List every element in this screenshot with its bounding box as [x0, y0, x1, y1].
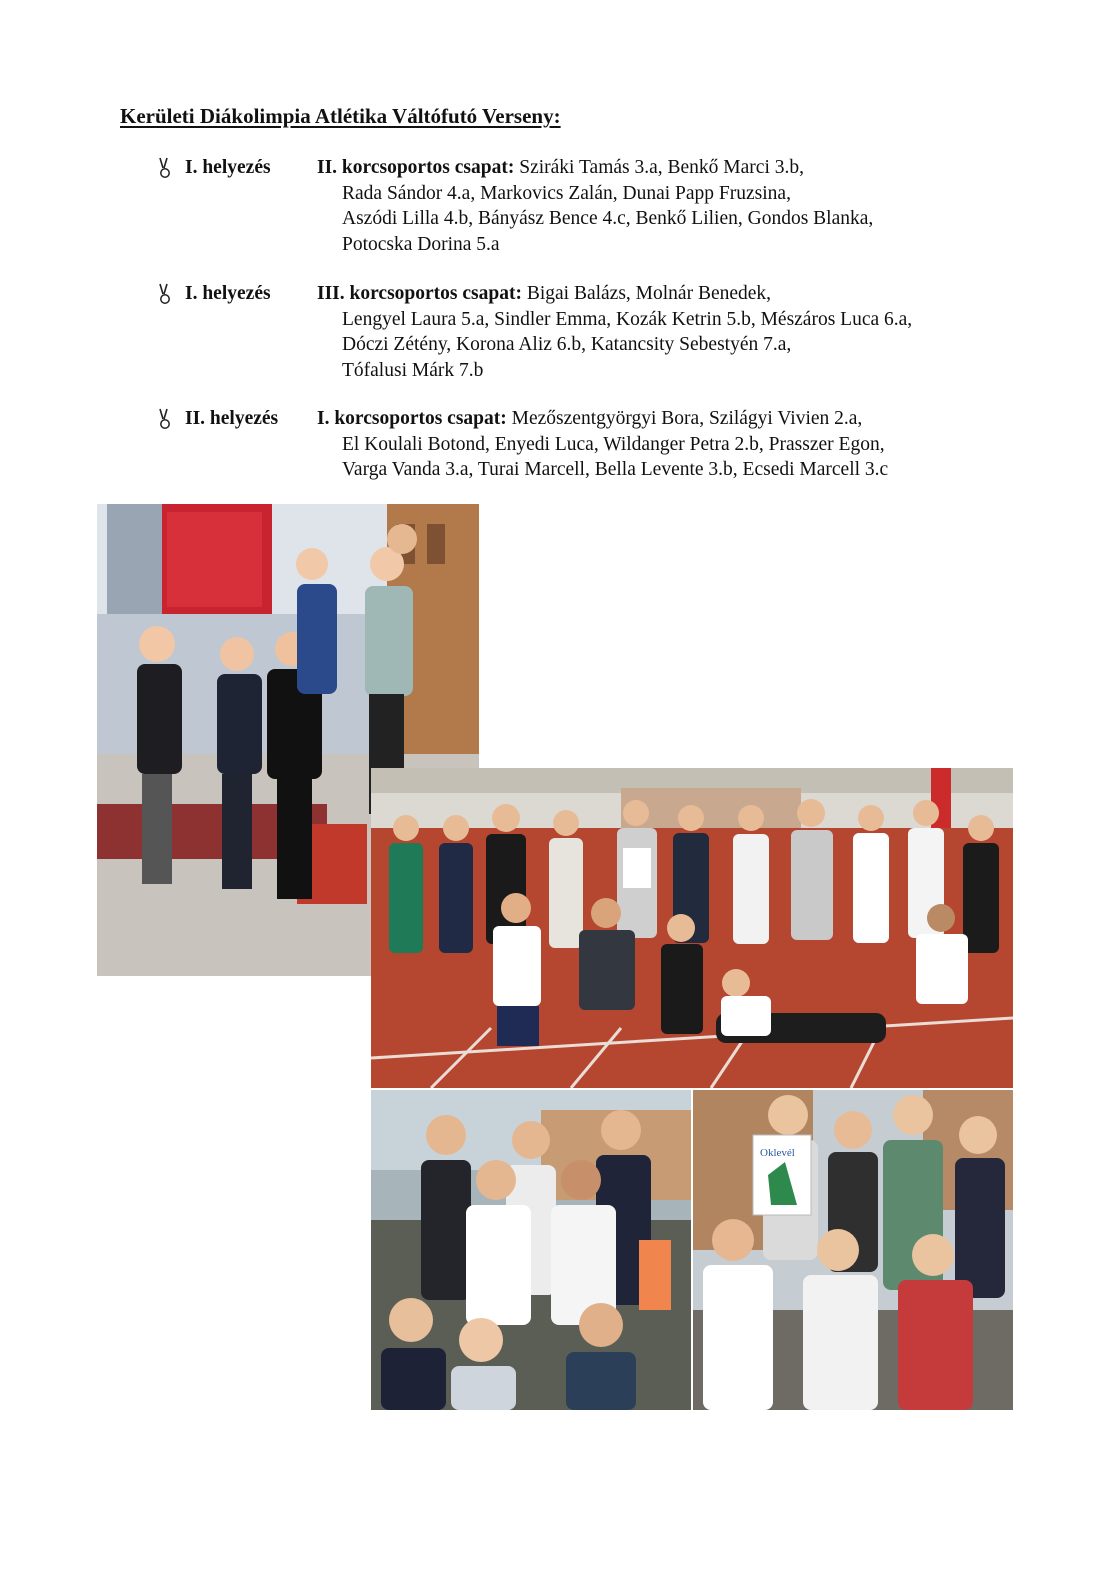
- certificate-text: Oklevél: [760, 1147, 795, 1159]
- result-place: II. helyezés: [185, 408, 279, 429]
- photo-icon: [693, 1090, 1013, 1410]
- medal-icon: [158, 407, 172, 431]
- photo-team-boys-medals: [371, 1090, 691, 1410]
- result-line: Tófalusi Márk 7.b: [342, 359, 484, 381]
- result-category: II. korcsoportos csapat:: [317, 157, 515, 178]
- result-line: Dóczi Zétény, Korona Aliz 6.b, Katancsity Sebestyén 7.a,: [342, 334, 792, 355]
- result-line: El Koulali Botond, Enyedi Luca, Wildanger Petra 2.b, Prasszer Egon,: [342, 433, 885, 455]
- result-line: Varga Vanda 3.a, Turai Marcell, Bella Levente 3.b, Ecsedi Marcell 3.c: [342, 459, 889, 480]
- result-line: Aszódi Lilla 4.b, Bányász Bence 4.c, Benkő Lilien, Gondos Blanka,: [342, 208, 874, 229]
- result-category: I. korcsoportos csapat:: [317, 408, 507, 429]
- result-line: Mezőszentgyörgyi Bora, Szilágyi Vivien 2.a,: [511, 408, 863, 429]
- result-line: Lengyel Laura 5.a, Sindler Emma, Kozák Ketrin 5.b, Mészáros Luca 6.a,: [342, 308, 913, 330]
- photo-icon: [371, 1090, 691, 1410]
- result-line: Bigai Balázs, Molnár Benedek,: [526, 283, 772, 304]
- result-category: III. korcsoportos csapat:: [317, 283, 522, 304]
- photo-icon: [371, 768, 1013, 1088]
- result-line: Sziráki Tamás 3.a, Benkő Marci 3.b,: [519, 157, 804, 178]
- result-line: Rada Sándor 4.a, Markovics Zalán, Dunai Papp Fruzsina,: [342, 182, 791, 204]
- result-entry: [158, 281, 1058, 391]
- photo-team-certificate: [693, 1090, 1013, 1410]
- medal-icon: [158, 282, 172, 306]
- result-entry: [158, 406, 1058, 491]
- result-entry: [158, 155, 1058, 265]
- result-place: I. helyezés: [185, 283, 271, 304]
- page-title: Kerületi Diákolimpia Atlétika Váltófutó Verseny:: [120, 104, 561, 128]
- result-line: Potocska Dorina 5.a: [342, 233, 500, 255]
- medal-icon: [158, 156, 172, 180]
- result-place: I. helyezés: [185, 157, 271, 178]
- photo-team-group-track: [371, 768, 1013, 1088]
